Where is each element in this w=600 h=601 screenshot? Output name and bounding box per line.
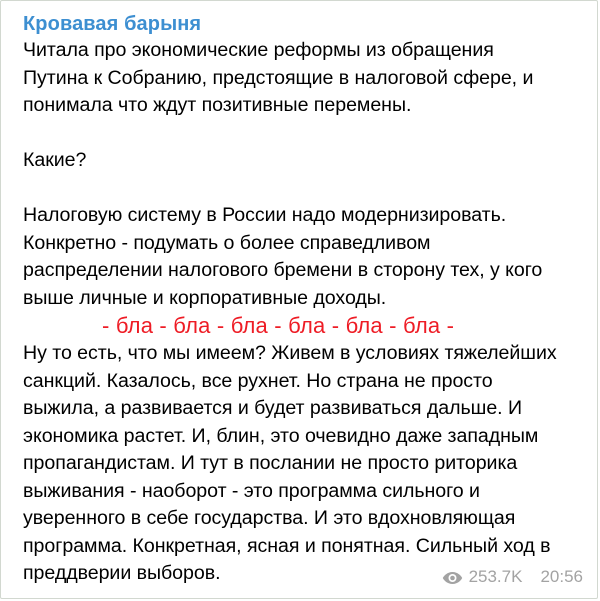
text-line: распределении налогового бремени в сторону тех, у кого (23, 259, 543, 281)
text-line: программа. Конкретная, ясная и понятная. Сильный ход в (23, 534, 551, 557)
text-line: Путина к Собранию, предстоящие в налоговой сфере, и (23, 66, 534, 89)
paragraph-2 (23, 202, 583, 312)
eye-icon (442, 570, 463, 584)
text-line: преддверии выборов. (23, 562, 221, 584)
text-line: Читала про экономические реформы из обращения (23, 39, 494, 61)
text-line: Налоговую систему в России надо модернизировать. (23, 204, 507, 226)
bla-bla-line: - бла - бла - бла - бла - бла - бла - (102, 313, 455, 338)
channel-post (23, 11, 583, 588)
paragraph-1 (23, 37, 583, 120)
text-line: выживания - наоборот - это программа сильного и (23, 479, 480, 502)
message-meta (442, 565, 583, 589)
text-line: Конкретно - подумать о более справедливом (23, 231, 431, 254)
text-line: пропагандистам. И тут в послании не просто риторика (23, 452, 518, 474)
text-line: экономика растет. И, блин, это очевидно даже западным (23, 424, 539, 447)
post-author[interactable]: Кровавая барыня (23, 13, 202, 35)
text-line: Ну то есть, что мы имеем? Живем в условиях тяжелейших (23, 342, 557, 364)
text-line: понимала что ждут позитивные перемены. (23, 94, 412, 116)
paragraph-gap (23, 120, 583, 148)
text-line: уверенного в себе государства. И это вдохновляющая (23, 507, 516, 529)
question-line: Какие? (23, 149, 87, 171)
text-line: выжила, а развивается и будет развиваться дальше. И (23, 397, 522, 419)
message-time: 20:56 (540, 567, 583, 586)
text-line: санкций. Казалось, все рухнет. Но страна не просто (23, 369, 493, 392)
views-count: 253.7K (468, 567, 523, 586)
paragraph-3 (23, 340, 583, 588)
text-line: выше личные и корпоративные доходы. (23, 286, 387, 309)
paragraph-gap (23, 175, 583, 203)
